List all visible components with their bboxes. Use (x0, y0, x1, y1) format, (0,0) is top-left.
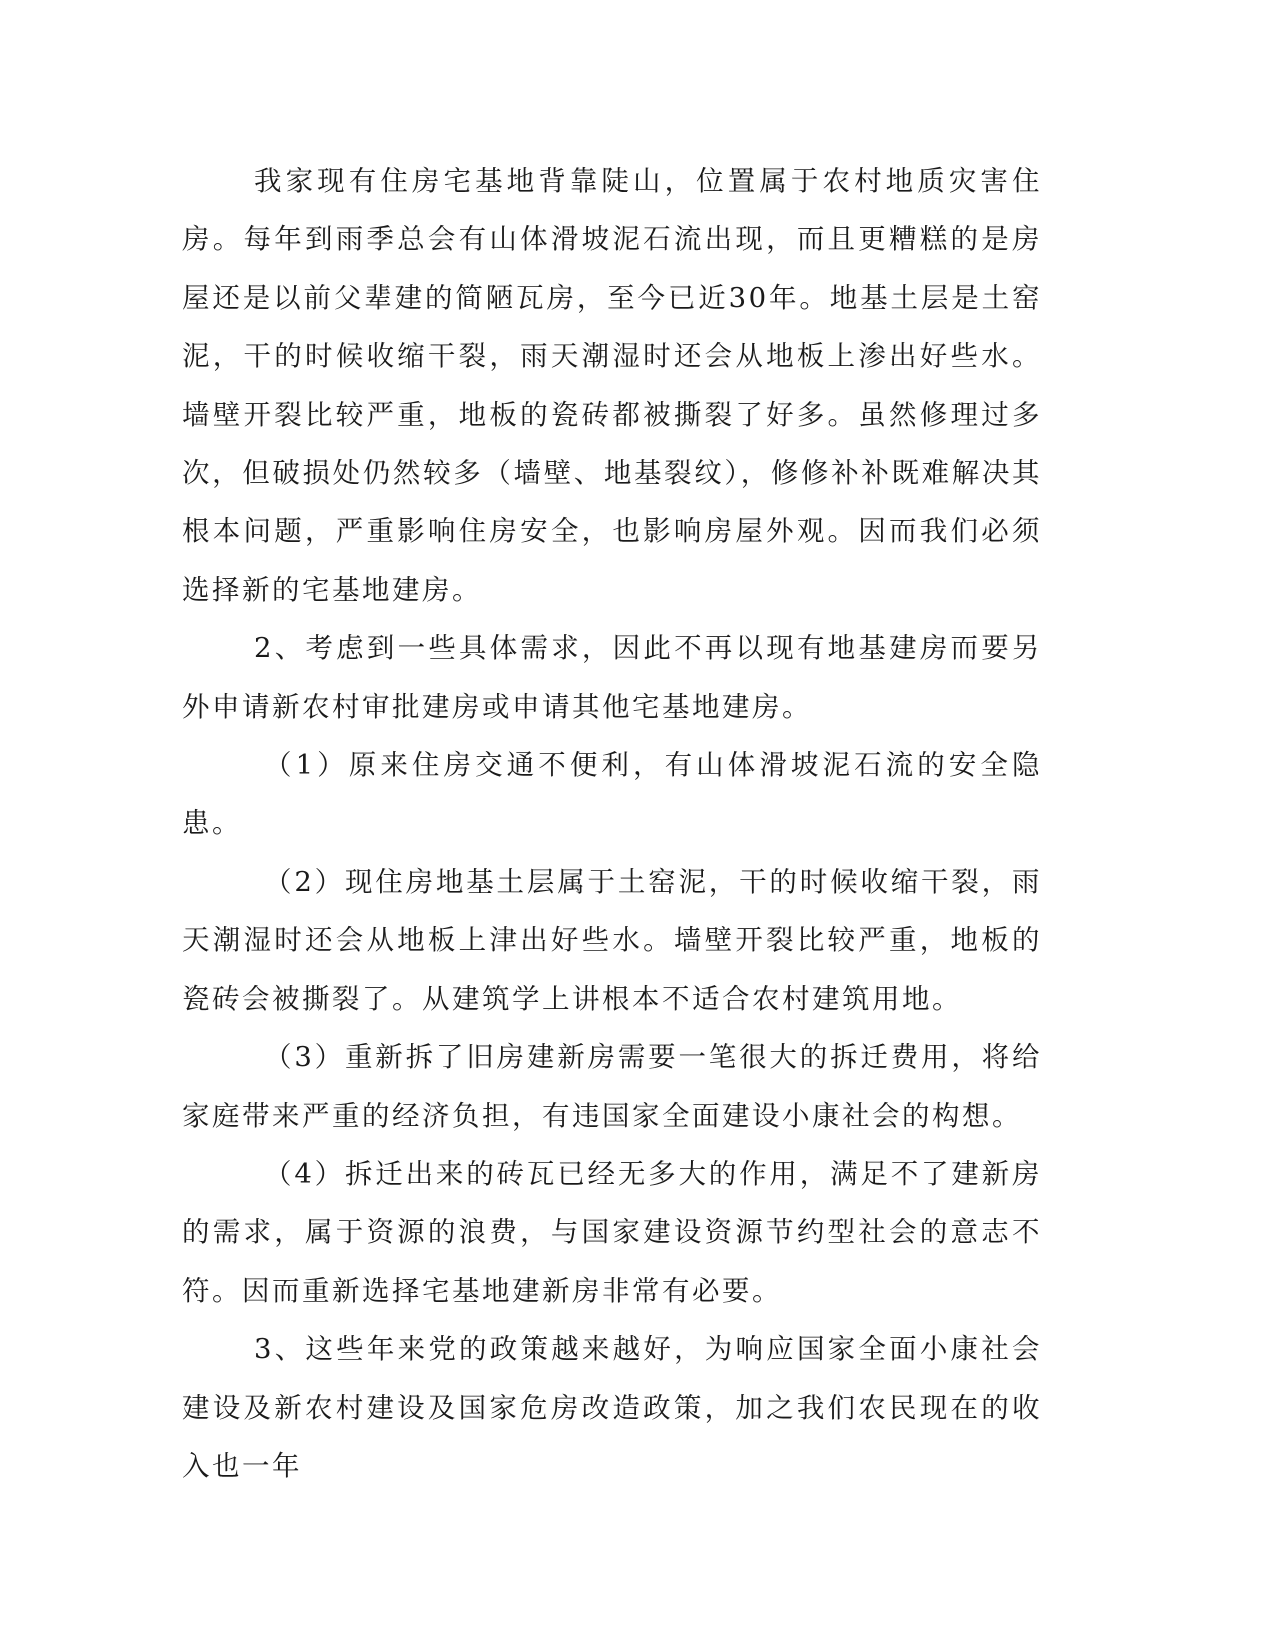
paragraph-point-3: 3、这些年来党的政策越来越好，为响应国家全面小康社会建设及新农村建设及国家危房改造政策，加之我们农民现在的收入也一年 (182, 1333, 1042, 1482)
paragraph-subpoint-2: （2）现住房地基土层属于土窑泥，干的时候收缩干裂，雨天潮湿时还会从地板上津出好些水。墙壁开裂比较严重，地板的瓷砖会被撕裂了。从建筑学上讲根本不适合农村建筑用地。 (182, 865, 1042, 1015)
paragraph-subpoint-1: （1）原来住房交通不便利，有山体滑坡泥石流的安全隐患。 (182, 749, 1042, 840)
paragraph-subpoint-4: （4）拆迁出来的砖瓦已经无多大的作用，满足不了建新房的需求，属于资源的浪费，与国家建设资源节约型社会的意志不符。因而重新选择宅基地建新房非常有必要。 (182, 1157, 1042, 1307)
paragraph-point-2: 2、考虑到一些具体需求，因此不再以现有地基建房而要另外申请新农村审批建房或申请其他宅基地建房。 (182, 632, 1042, 723)
document-body (182, 152, 1042, 1495)
paragraph-current-housing: 我家现有住房宅基地背靠陡山，位置属于农村地质灾害住房。每年到雨季总会有山体滑坡泥石流出现，而且更糟糕的是房屋还是以前父辈建的简陋瓦房，至今已近30年。地基土层是土窑泥，干的时候收缩干裂，雨天潮湿时还会从地板上渗出好些水。墙壁开裂比较严重，地板的瓷砖都被撕裂了好多。虽然修理过多次，但破损处仍然较多（墙壁、地基裂纹），修修补补既难解决其根本问题，严重影响住房安全，也影响房屋外观。因而我们必须选择新的宅基地建房。 (182, 165, 1042, 606)
paragraph-subpoint-3: （3）重新拆了旧房建新房需要一笔很大的拆迁费用，将给家庭带来严重的经济负担，有违国家全面建设小康社会的构想。 (182, 1041, 1042, 1132)
